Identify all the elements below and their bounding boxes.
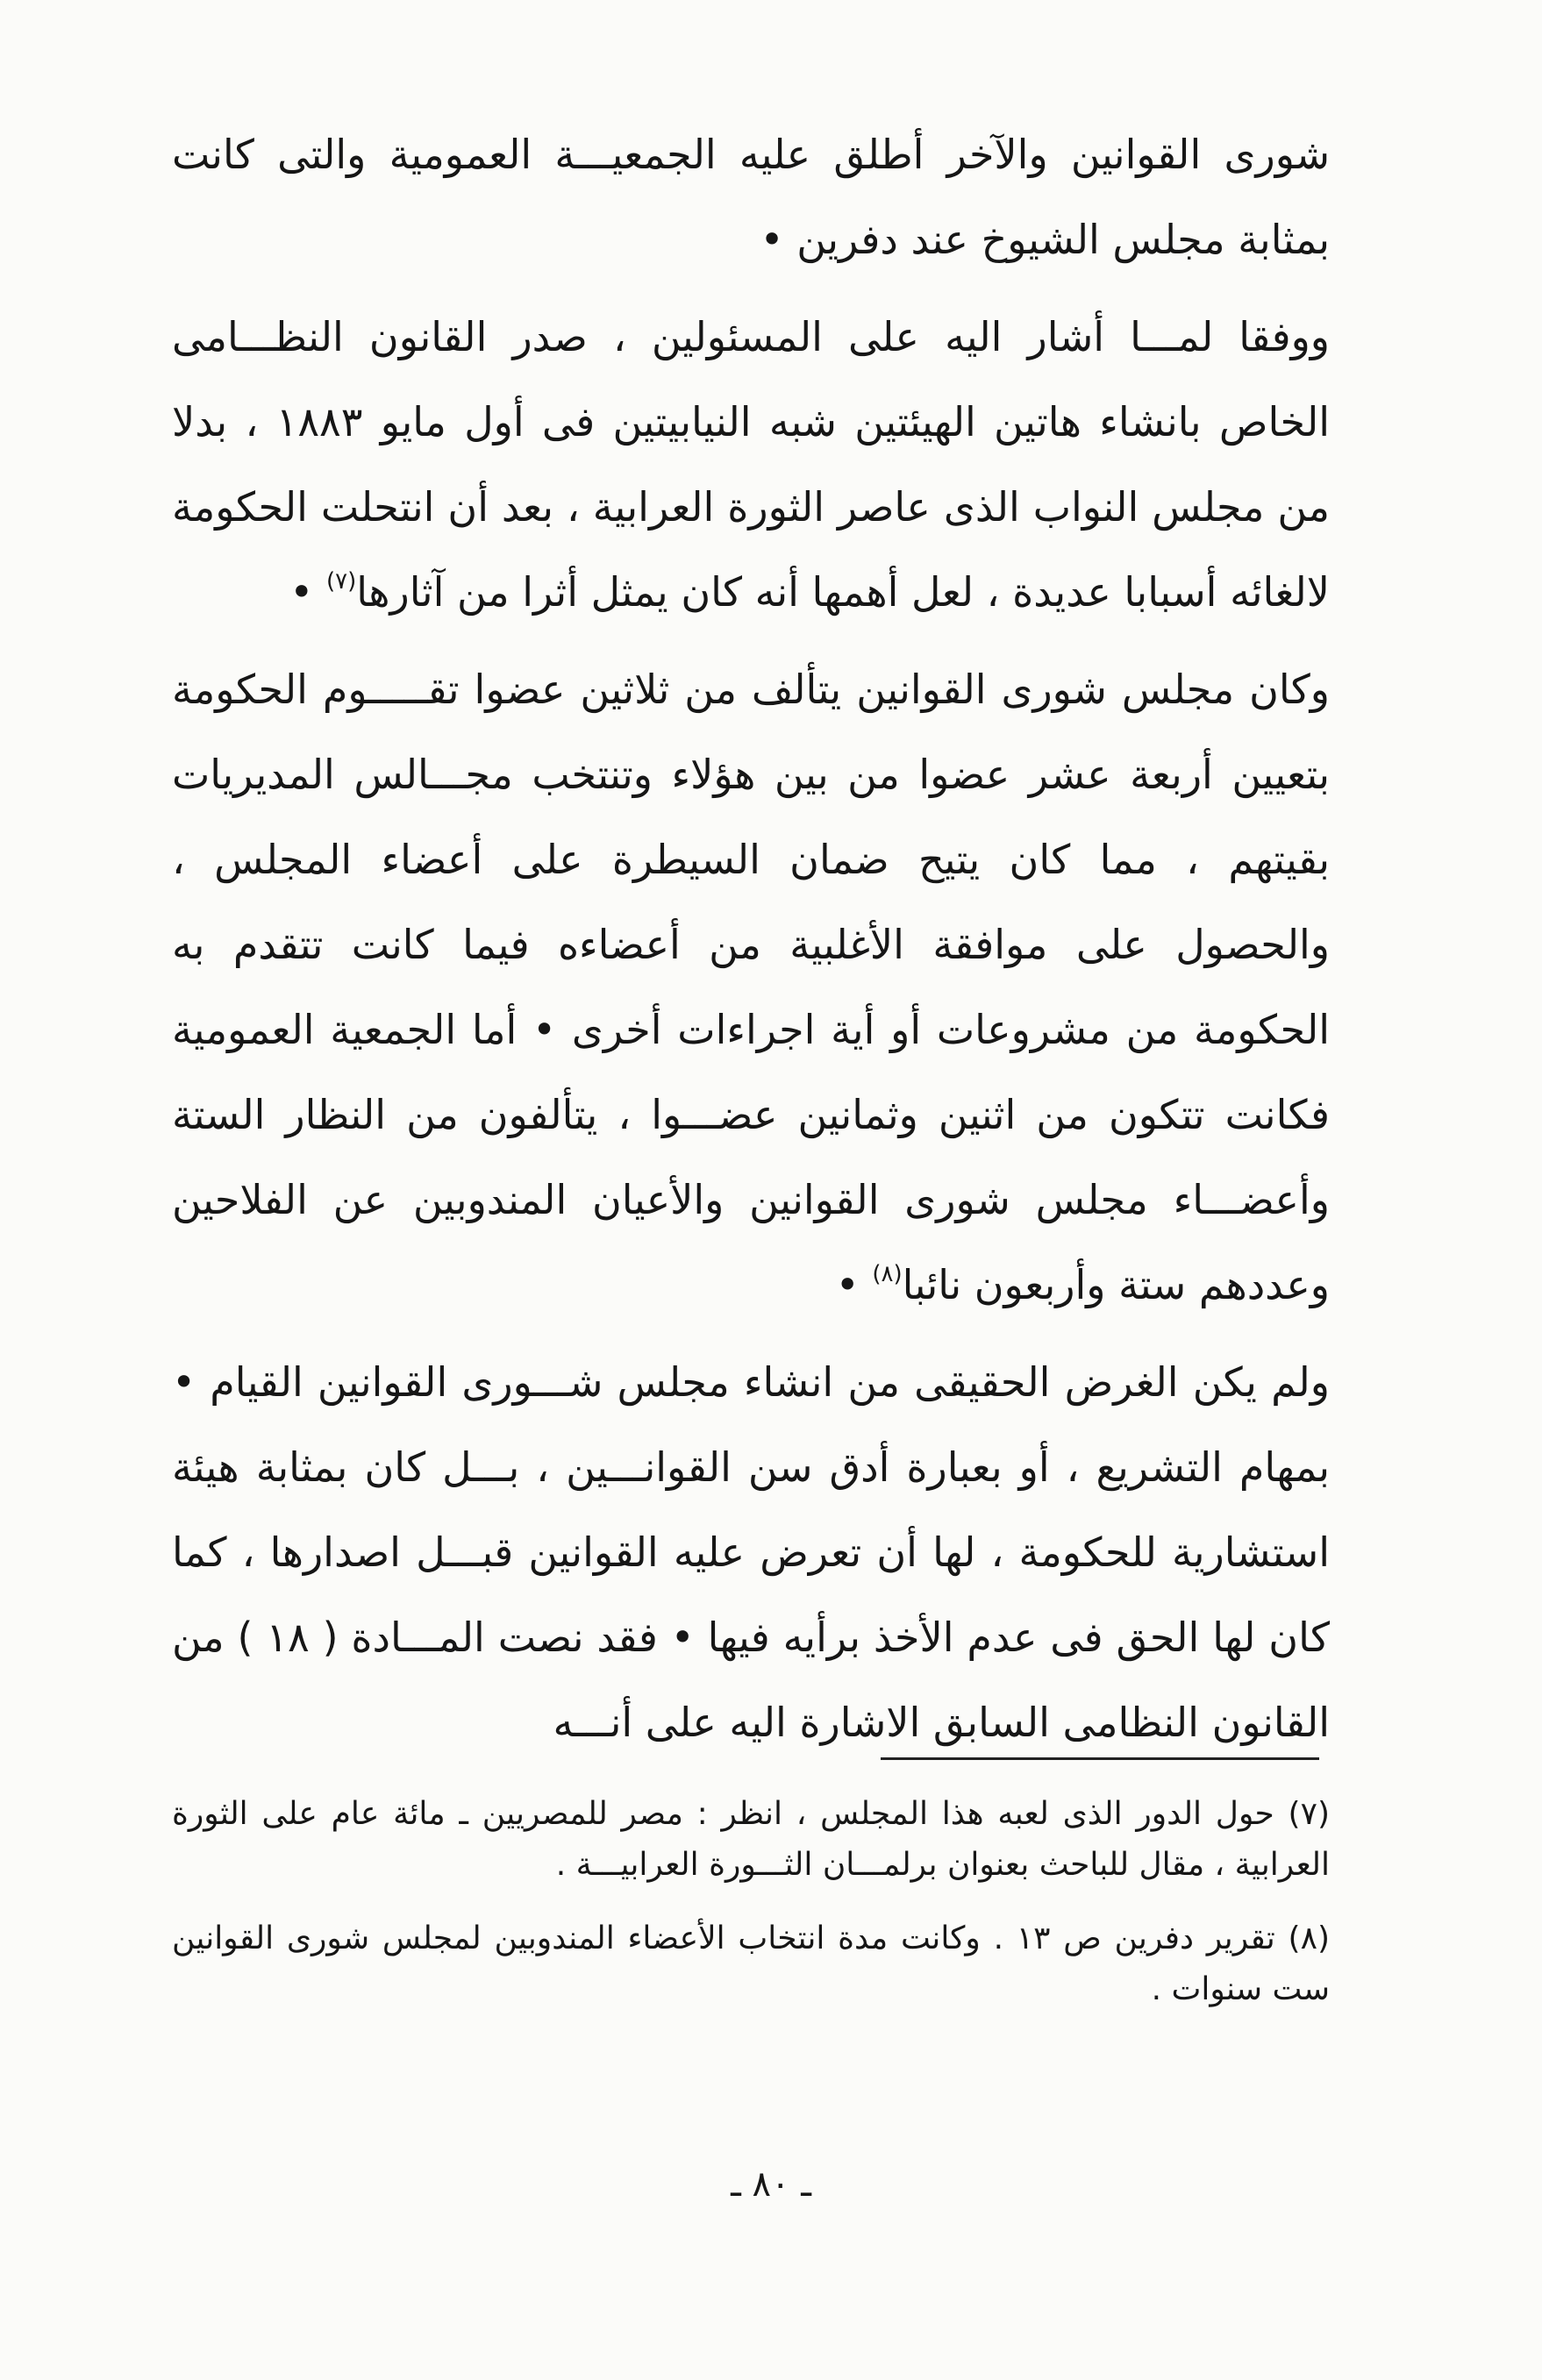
body-text bbox=[172, 112, 1330, 1765]
paragraph-3-tail: • bbox=[835, 1261, 873, 1308]
footnote-divider bbox=[881, 1757, 1319, 1760]
paragraph-2-tail: • bbox=[289, 568, 326, 616]
page-number: ـ ٨٠ ـ bbox=[731, 2164, 811, 2205]
paragraph-1-text: شورى القوانين والآخر أطلق عليه الجمعيـــة العمومية والتى كانت بمثابة مجلس الشيوخ عند دفرين • bbox=[172, 131, 1330, 263]
footnote-8: (٨) تقرير دفرين ص ١٣ . وكانت مدة انتخاب الأعضاء المندوبين لمجلس شورى القوانين ست سنوات . bbox=[172, 1920, 1330, 2007]
paragraph-3-text: وكان مجلس شورى القوانين يتألف من ثلاثين عضوا تقـــــوم الحكومة بتعيين أربعة عشر عضوا من بين هؤلاء وتنتخب مجـــالس المديريات بقيتهم ، مما كان يتيح ضمان السيطرة على أعضاء المجلس ، والحصول على موافقة الأغلبية من أعضاءه فيما كانت تتقدم به الحكومة من مشروعات أو أية اجراءات أخرى • أما الجمعية العمومية فكانت تتكون من اثنين وثمانين عضـــوا ، يتألفون من النظار الستة وأعضـــاء مجلس شورى القوانين والأعيان المندوبين عن الفلاحين وعددهم ستة وأربعون نائبا bbox=[172, 666, 1330, 1308]
paragraph-4-text: ولم يكن الغرض الحقيقى من انشاء مجلس شـــورى القوانين القيام • بمهام التشريع ، أو بعبارة أدق سن القوانـــين ، بـــل كان بمثابة هيئة استشارية للحكومة ، لها أن تعرض عليه القوانين قبـــل اصدارها ، كما كان لها الحق فى عدم الأخذ برأيه فيها • فقد نصت المـــادة ( ١٨ ) من القانون النظامى السابق الاشارة اليه على أنـــه bbox=[172, 1358, 1330, 1746]
paragraph-4 bbox=[172, 1340, 1330, 1765]
footnote-ref-7[interactable]: (٧) bbox=[325, 568, 357, 595]
footnotes bbox=[172, 1789, 1330, 2038]
footnote-ref-8[interactable]: (٨) bbox=[872, 1261, 903, 1287]
paragraph-3 bbox=[172, 647, 1330, 1328]
footnote-7: (٧) حول الدور الذى لعبه هذا المجلس ، انظر : مصر للمصريين ـ مائة عام على الثورة العرابية ، مقال للباحث بعنوان برلمـــان الثـــورة العرابيـــة . bbox=[172, 1796, 1330, 1883]
paragraph-2 bbox=[172, 295, 1330, 635]
paragraph-2-text: ووفقا لمـــا أشار اليه على المسئولين ، صدر القانون النظـــامى الخاص بانشاء هاتين الهيئتين شبه النيابيتين فى أول مايو ١٨٨٣ ، بدلا من مجلس النواب الذى عاصر الثورة العرابية ، بعد أن انتحلت الحكومة لالغائه أسبابا عديدة ، لعل أهمها أنه كان يمثل أثرا من آثارها bbox=[172, 313, 1331, 616]
paragraph-1 bbox=[172, 112, 1330, 282]
